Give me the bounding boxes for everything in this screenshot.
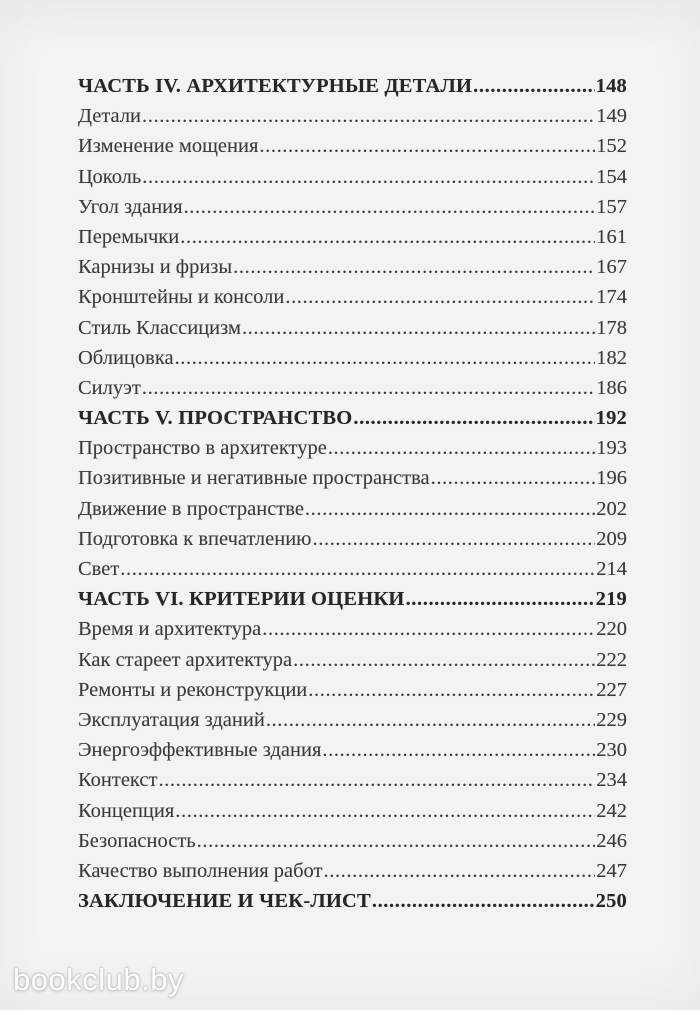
- dot-leader-icon: [406, 588, 595, 611]
- toc-entry-page-number: 161: [596, 225, 627, 248]
- toc-entry-title: Подготовка к впечатлению: [78, 527, 312, 550]
- toc-entry: [78, 800, 627, 830]
- toc-entry-page-number: 250: [595, 890, 627, 913]
- toc-entry-page-number: 186: [596, 376, 627, 399]
- toc-entry: [78, 618, 627, 648]
- toc-entry-page-number: 229: [596, 708, 627, 731]
- toc-entry-title: Пространство в архитектуре: [78, 437, 327, 460]
- dot-leader-icon: [142, 105, 595, 128]
- toc-entry-title: Как стареет архитектура: [78, 648, 293, 671]
- toc-entry-title: Качество выполнения работ: [78, 859, 323, 882]
- toc-entry-title: Ремонты и реконструкции: [78, 678, 308, 701]
- toc-entry-page-number: 167: [596, 256, 627, 279]
- toc-entry-title: Облицовка: [78, 346, 174, 369]
- toc-entry: [78, 377, 627, 407]
- toc-entry-page-number: 196: [596, 467, 627, 490]
- toc-entry-page-number: 234: [596, 769, 627, 792]
- dot-leader-icon: [293, 649, 595, 672]
- toc-entry-title: Угол здания: [78, 195, 183, 218]
- toc-entry: [78, 860, 627, 890]
- dot-leader-icon: [322, 739, 595, 762]
- toc-entry-page-number: 178: [596, 316, 627, 339]
- toc-entry: [78, 467, 627, 497]
- dot-leader-icon: [184, 196, 596, 219]
- toc-entry-page-number: 242: [596, 799, 627, 822]
- toc-entry-page-number: 220: [596, 618, 627, 641]
- toc-entry-page-number: 246: [596, 829, 627, 852]
- dot-leader-icon: [285, 286, 595, 309]
- toc-entry-page-number: 247: [596, 859, 627, 882]
- toc-entry-page-number: 152: [596, 135, 627, 158]
- toc-entry-title: Перемычки: [78, 225, 180, 248]
- toc-entry: [78, 769, 627, 799]
- toc-entry: [78, 528, 627, 558]
- toc-entry-page-number: 174: [596, 286, 627, 309]
- dot-leader-icon: [233, 256, 595, 279]
- toc-entry-page-number: 219: [595, 588, 627, 611]
- toc-entry-page-number: 149: [596, 105, 627, 128]
- toc-entry-page-number: 148: [595, 75, 627, 97]
- dot-leader-icon: [372, 890, 595, 913]
- toc-entry-page-number: 192: [595, 407, 627, 430]
- toc-entry: [78, 649, 627, 679]
- toc-entry-title: Цоколь: [78, 165, 142, 188]
- dot-leader-icon: [158, 769, 595, 792]
- toc-entry-page-number: 202: [596, 497, 627, 520]
- dot-leader-icon: [313, 528, 596, 551]
- dot-leader-icon: [308, 679, 595, 702]
- table-of-contents: [78, 75, 627, 920]
- toc-entry-title: Стиль Классицизм: [78, 316, 241, 339]
- toc-entry-page-number: 154: [596, 165, 627, 188]
- toc-entry-page-number: 182: [596, 346, 627, 369]
- toc-entry-title: Движение в пространстве: [78, 497, 304, 520]
- toc-entry: [78, 498, 627, 528]
- toc-entry-page-number: 222: [596, 648, 627, 671]
- toc-entry-page-number: 157: [596, 195, 627, 218]
- toc-entry-title: Время и архитектура: [78, 618, 262, 641]
- dot-leader-icon: [328, 437, 595, 460]
- dot-leader-icon: [120, 558, 595, 581]
- toc-entry: [78, 890, 627, 920]
- toc-entry: [78, 196, 627, 226]
- toc-entry-title: Свет: [78, 558, 120, 580]
- toc-entry-title: Изменение мощения: [78, 135, 259, 158]
- toc-entry-title: Безопасность: [78, 829, 196, 852]
- toc-entry: [78, 75, 627, 105]
- dot-leader-icon: [175, 800, 595, 823]
- toc-entry-page-number: 214: [596, 558, 627, 580]
- toc-entry-title: Контекст: [78, 769, 158, 792]
- toc-entry-title: Энергоэффективные здания: [78, 739, 322, 762]
- toc-entry: [78, 105, 627, 135]
- toc-entry: [78, 135, 627, 165]
- toc-entry: [78, 588, 627, 618]
- toc-entry: [78, 739, 627, 769]
- toc-entry-title: Эксплуатация зданий: [78, 708, 265, 731]
- toc-entry: [78, 166, 627, 196]
- dot-leader-icon: [431, 467, 596, 490]
- toc-entry-page-number: 227: [596, 678, 627, 701]
- toc-entry-title: Концепция: [78, 799, 175, 822]
- dot-leader-icon: [262, 618, 595, 641]
- dot-leader-icon: [305, 498, 595, 521]
- toc-entry: [78, 317, 627, 347]
- dot-leader-icon: [259, 135, 595, 158]
- toc-entry: [78, 256, 627, 286]
- toc-entry: [78, 679, 627, 709]
- toc-entry: [78, 709, 627, 739]
- toc-entry-title: Силуэт: [78, 376, 141, 399]
- toc-entry-title: ЧАСТЬ IV. АРХИТЕКТУРНЫЕ ДЕТАЛИ: [78, 75, 473, 97]
- dot-leader-icon: [473, 75, 595, 98]
- toc-entry: [78, 347, 627, 377]
- toc-entry: [78, 830, 627, 860]
- dot-leader-icon: [142, 377, 595, 400]
- dot-leader-icon: [142, 166, 595, 189]
- dot-leader-icon: [266, 709, 595, 732]
- toc-entry: [78, 558, 627, 588]
- dot-leader-icon: [197, 830, 596, 853]
- dot-leader-icon: [175, 347, 596, 370]
- toc-entry-page-number: 230: [596, 739, 627, 762]
- dot-leader-icon: [353, 407, 594, 430]
- toc-entry: [78, 407, 627, 437]
- toc-entry-page-number: 193: [596, 437, 627, 460]
- dot-leader-icon: [180, 226, 595, 249]
- toc-entry: [78, 286, 627, 316]
- toc-entry-title: Кронштейны и консоли: [78, 286, 285, 309]
- toc-entry-title: ЗАКЛЮЧЕНИЕ И ЧЕК-ЛИСТ: [78, 890, 371, 913]
- toc-entry-page-number: 209: [596, 527, 627, 550]
- watermark-bookclub: bookclub.by: [13, 962, 184, 997]
- toc-entry: [78, 226, 627, 256]
- toc-entry-title: Детали: [78, 105, 142, 128]
- toc-entry: [78, 437, 627, 467]
- toc-entry-title: ЧАСТЬ VI. КРИТЕРИИ ОЦЕНКИ: [78, 588, 405, 611]
- toc-entry-title: Карнизы и фризы: [78, 256, 233, 279]
- dot-leader-icon: [324, 860, 596, 883]
- dot-leader-icon: [242, 317, 595, 340]
- toc-entry-title: Позитивные и негативные пространства: [78, 467, 430, 490]
- toc-entry-title: ЧАСТЬ V. ПРОСТРАНСТВО: [78, 407, 353, 430]
